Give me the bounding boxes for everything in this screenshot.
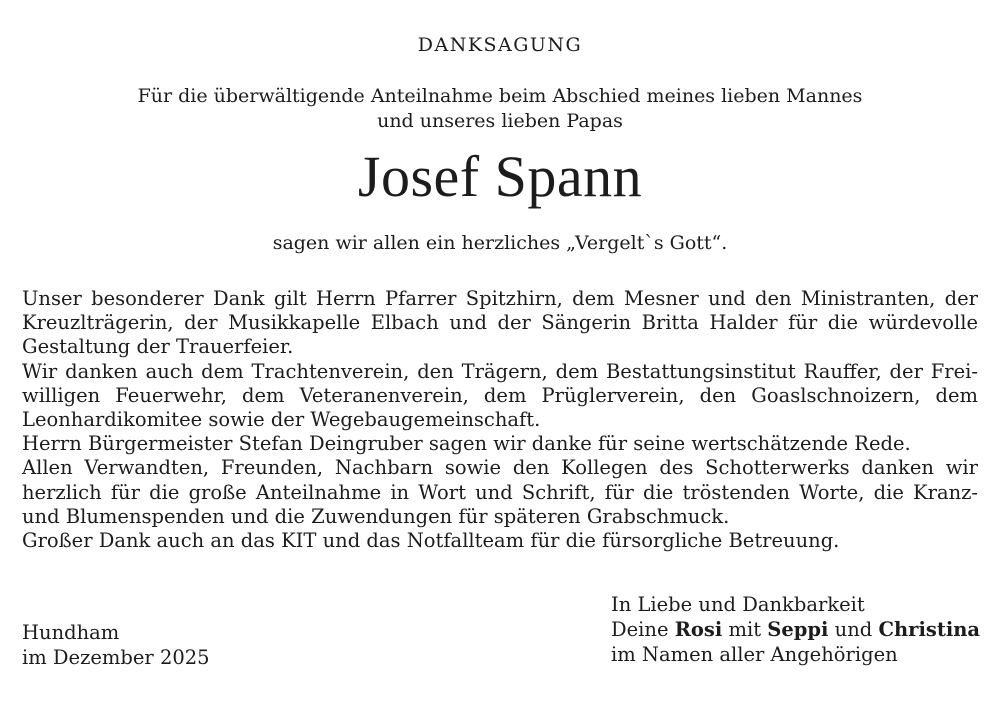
signature-line-3: im Namen aller Angehörigen — [611, 643, 898, 666]
family-name-seppi: Seppi — [767, 618, 829, 641]
body-line: Kreuzlträgerin, der Musikkapelle Elbach und der Sängerin Britta Halder für die würdevolle — [22, 311, 978, 335]
intro-text — [0, 84, 1000, 134]
body-line: Gestaltung der Trauerfeier. — [22, 335, 294, 359]
body-line: willigen Feuerwehr, dem Veteranenverein, dem Prüglerverein, den Goaslschnoizern, dem — [22, 383, 978, 407]
signature-line-2 — [611, 617, 980, 642]
place: Hundham — [22, 621, 120, 644]
body-line: und Blumenspenden und die Zuwendungen für späteren Grabschmuck. — [22, 504, 730, 528]
deceased-name: Josef Spann — [357, 144, 643, 209]
notice-heading: DANKSAGUNG — [417, 34, 583, 56]
signature-line-1: In Liebe und Dankbarkeit — [611, 593, 865, 616]
signature-prefix: Deine — [611, 618, 675, 641]
family-name-rosi: Rosi — [674, 618, 723, 641]
place-date — [22, 620, 210, 670]
intro-line-1: Für die überwältigende Anteilnahme beim Abschied meines lieben Mannes — [137, 85, 863, 107]
thanks-line: sagen wir allen ein herzliches „Vergelt`s Gott“. — [272, 232, 728, 254]
body-line: Leonhardikomitee sowie der Wegebaugemeinschaft. — [22, 408, 541, 432]
signature-connector: mit — [722, 618, 768, 641]
body-line: Wir danken auch dem Trachtenverein, den Trägern, dem Bestattungsinstitut Rauffer, der Frei- — [22, 359, 978, 383]
intro-line-2: und unseres lieben Papas — [377, 110, 623, 132]
date: im Dezember 2025 — [22, 646, 210, 669]
signature-connector: und — [828, 618, 879, 641]
body-text — [22, 287, 978, 553]
body-line: Großer Dank auch an das KIT und das Notfallteam für die fürsorgliche Betreuung. — [22, 529, 840, 553]
body-line: Allen Verwandten, Freunden, Nachbarn sowie den Kollegen des Schotterwerks danken wir — [22, 456, 978, 480]
body-line: Herrn Bürgermeister Stefan Deingruber sagen wir danke für seine wertschätzende Rede. — [22, 432, 911, 456]
body-line: herzlich für die große Anteilnahme in Wort und Schrift, für die tröstenden Worte, die Kranz- — [22, 480, 978, 504]
signature-block — [611, 592, 980, 667]
family-name-christina: Christina — [878, 618, 981, 641]
body-line: Unser besonderer Dank gilt Herrn Pfarrer Spitzhirn, dem Mesner und den Ministranten, der — [22, 287, 978, 310]
